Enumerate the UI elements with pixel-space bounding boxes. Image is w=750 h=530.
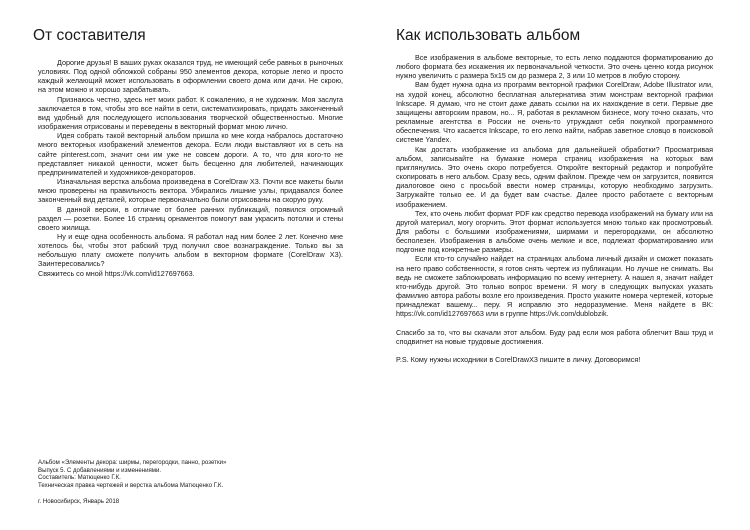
credit-line-album: Альбом «Элементы декора: ширмы, перегородки, панно, розетки»: [38, 459, 227, 466]
thanks-paragraph: Спасибо за то, что вы скачали этот альбом. Буду рад если моя работа облегчит Ваш труд и сподвигнет на новые трудовые достижения.: [396, 327, 713, 346]
left-page-title: От составителя: [33, 27, 146, 44]
contact-line[interactable]: Свяжитесь со мной https://vk.com/id127697663.: [38, 268, 195, 278]
postscript-paragraph: P.S. Кому нужны исходники в CorelDrawX3 пишите в личку. Договоримся!: [396, 354, 641, 364]
intro-paragraph-4: Изначальная верстка альбома произведена в CorelDraw X3. Почти все макеты были мною проверены на правильность вектора. Убирались лишние узлы, придавался более законченный вид деталей, которые первоначально были отрисованы на скорую руку.: [38, 177, 343, 205]
intro-paragraph-2: Признаюсь честно, здесь нет моих работ. К сожалению, я не художник. Моя заслуга заключается в том, чтобы это все найти в сети, систематизировать, придать законченный вид удобный для последующего использования творческой общественностью. Многие изображения отрисованы и переведены в векторный формат мною лично.: [38, 94, 343, 132]
credit-line-compiler: Составитель: Матюценко Г.К.: [38, 474, 121, 481]
usage-paragraph-1: Все изображения в альбоме векторные, то есть легко поддаются форматированию до любого формата без искажения их первоначальной четкости. Это очень ценно когда рисунок нужно увеличить с размера 5х15 см до размера 2, 3 или 10 метров в любую сторону.: [396, 53, 713, 81]
usage-instructions-text: [396, 53, 713, 364]
intro-paragraph-6: Ну и еще одна особенность альбома. Я работал над ним более 2 лет. Конечно мне хотелось бы, чтобы этот рабский труд получил свое вознаграждение. Только вы за небольшую плату сможете получить альбом в векторном формате (CorelDraw X3). Заинтересовались?: [38, 231, 343, 269]
credit-line-issue: Выпуск 5. С добавлениями и изменениями.: [38, 466, 162, 474]
album-credits: [38, 459, 343, 489]
intro-paragraph-1: Дорогие друзья! В ваших руках оказался труд, не имеющий себе равных в рыночных условиях. Под одной обложкой собраны 950 элементов декора, которые легко и просто каждый желающий может использовать в оформлении своего дома или дачи. Не скрою, на этом можно и хорошо зарабатывать.: [38, 58, 343, 95]
compiler-intro-text: [38, 58, 343, 278]
credit-line-technical: Техническая правка чертежей и верстка альбома Матюценко Г.К.: [38, 481, 224, 489]
intro-paragraph-3: Идея собрать такой векторный альбом пришла ко мне когда набралось достаточно много векторных изображений элементов декора. Если люди выставляют их в сеть на сайте pinterest.com, значит они им уже не совсем дороги. А то, что для кого-то не представляет никакой ценности, может быть бесценно для любителей, начинающих предпринимателей и художников-декораторов.: [38, 131, 343, 177]
city-date: г. Новосибирск, Январь 2018: [38, 498, 120, 505]
usage-paragraph-3: Как достать изображение из альбома для дальнейшей обработки? Просматривая альбом, записывайте на бумажке номера страниц изображения на которых вам приглянулись. Это очень скоро потребуется. Откройте векторный редактор и попробуйте скопировать в него альбом. Сразу весь, одним файлом. Прежде чем он загрузится, появится диалоговое окно с просьбой ввести номер страницы, которую необходимо загрузить. Загружайте только ее. И да будет вам счастье. Далее просто работаете с векторным изображением.: [396, 144, 713, 209]
usage-paragraph-2: Вам будет нужна одна из программ векторной графики CorelDraw, Adobe Illustrator или, на худой конец, абсолютно бесплатная альтернатива этим монстрам векторной графики Inkscape. Я думаю, что не стоит даже давать ссылки на их нахождение в сети. Первые две защищены авторским правом, но... Я, работая в рекламном бизнесе, могу точно сказать, что рекламные агентства в России не очень-то утруждают себя покупкой программного обеспечения. Что касается Inkscape, то его легко найти, набрав заветное словцо в поисковой системе Yandex.: [396, 80, 713, 145]
usage-paragraph-4: Тех, кто очень любит формат PDF как средство перевода изображений на бумагу или на другой материал, могу огорчить. Этот формат используется мною только как просмотровый. Для работы с большими изображениями, ширмами и перегородками, он абсолютно бесполезен. Изображения в альбоме очень мелкие и все, подлежат форматированию или подгонке под конкретные размеры.: [396, 208, 713, 255]
usage-paragraph-5: Если кто-то случайно найдет на страницах альбома личный дизайн и сможет показать на него право собственности, я готов снять чертеж из публикации. Но лучше не снимать. Вы ведь не сможете заблокировать информацию по всему интернету. А нашел я, значит найдет кто-нибудь другой. Это только вопрос времени. Я могу в следующих выпусках указать фамилию автора работы возле его произведения. Просто укажите номера чертежей, которые принадлежат вашему... перу. Я исправлю это недоразумение. Меня найдете в ВК: https://vk.com/id127697663 или в группе https://vk.com/dublobzik.: [396, 254, 713, 319]
intro-paragraph-5: В данной версии, в отличие от более ранних публикаций, появился огромный раздел — розетки. Более 16 страниц орнаментов помогут вам украсить потолки и стены своего жилища.: [38, 204, 343, 232]
right-page: [375, 0, 750, 530]
right-page-title: Как использовать альбом: [396, 27, 581, 44]
